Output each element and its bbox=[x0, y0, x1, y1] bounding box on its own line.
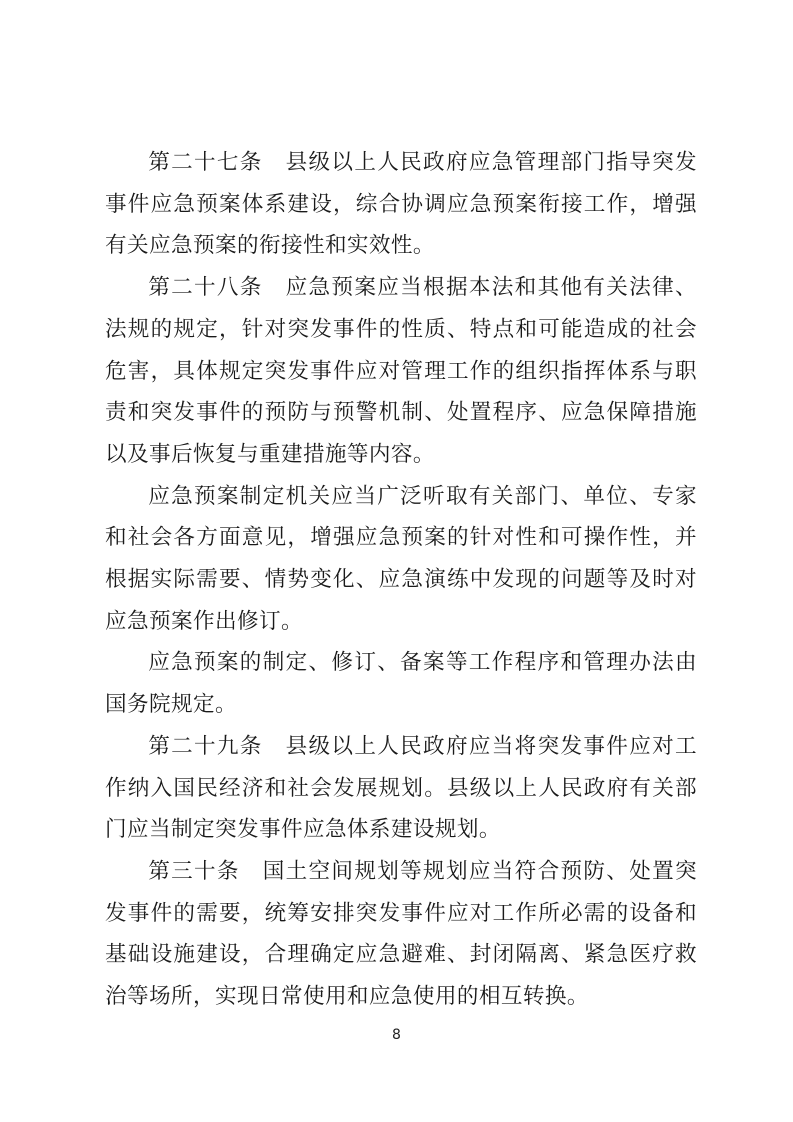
body-paragraph bbox=[105, 642, 697, 725]
page-number: 8 bbox=[392, 1027, 401, 1043]
paragraph-text: 应急预案制定机关应当广泛听取有关部门、单位、专家和社会各方面意见，增强应急预案的针对性和可操作性，并根据实际需要、情势变化、应急演练中发现的问题等及时对应急预案作出修订。 bbox=[105, 483, 697, 634]
body-paragraph bbox=[105, 476, 697, 643]
document-body bbox=[105, 142, 697, 1018]
article-29-paragraph bbox=[105, 726, 697, 851]
article-30-paragraph bbox=[105, 851, 697, 1018]
article-27-paragraph bbox=[105, 142, 697, 267]
article-text: 县级以上人民政府应当将突发事件应对工作纳入国民经济和社会发展规划。县级以上人民政府有关部门应当制定突发事件应急体系建设规划。 bbox=[105, 733, 697, 843]
paragraph-text: 应急预案的制定、修订、备案等工作程序和管理办法由国务院规定。 bbox=[105, 650, 697, 718]
article-number: 第三十条 bbox=[148, 858, 240, 884]
article-number: 第二十八条 bbox=[148, 275, 263, 301]
article-text: 国土空间规划等规划应当符合预防、处置突发事件的需要，统筹安排突发事件应对工作所必需的设备和基础设施建设，合理确定应急避难、封闭隔离、紧急医疗救治等场所，实现日常使用和应急使用的相互转换。 bbox=[105, 858, 697, 1010]
article-number: 第二十九条 bbox=[148, 733, 263, 759]
article-number: 第二十七条 bbox=[148, 150, 263, 175]
article-text: 应急预案应当根据本法和其他有关法律、法规的规定，针对突发事件的性质、特点和可能造成的社会危害，具体规定突发事件应对管理工作的组织指挥体系与职责和突发事件的预防与预警机制、处置程序、应急保障措施以及事后恢复与重建措施等内容。 bbox=[105, 275, 697, 467]
article-28-paragraph bbox=[105, 267, 697, 476]
article-text: 县级以上人民政府应急管理部门指导突发事件应急预案体系建设，综合协调应急预案衔接工作，增强有关应急预案的衔接性和实效性。 bbox=[105, 150, 697, 259]
